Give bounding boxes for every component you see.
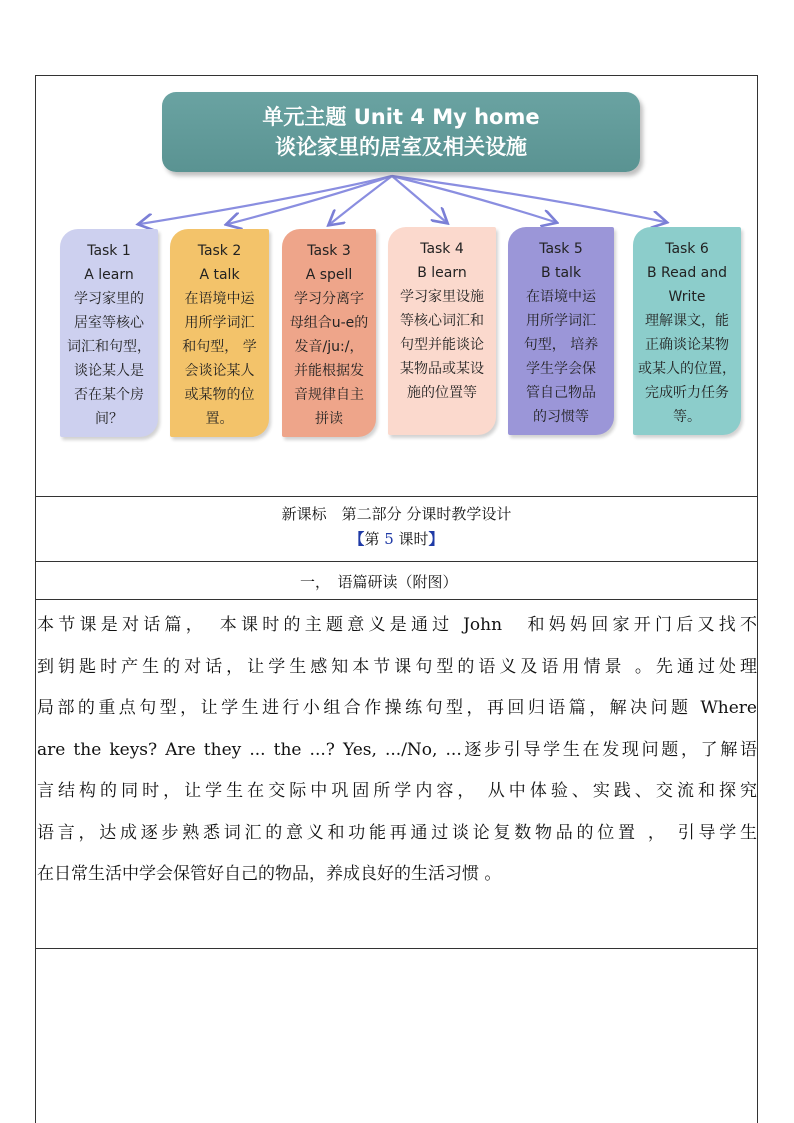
paragraph-line: 在日常生活中学会保管好自己的物品，养成良好的生活习惯 。 [37, 864, 502, 884]
bracket-open: 【 [349, 530, 365, 548]
task-text: 理解课文，能 [645, 313, 729, 329]
task-text: 施的位置等 [407, 385, 477, 401]
lesson-suffix: 课时 [393, 530, 429, 548]
task-text: 和句型， 学 [182, 339, 257, 355]
task-card-4 [388, 227, 496, 435]
banner-subtitle: 谈论家里的居室及相关设施 [275, 135, 527, 159]
reading-heading: 一， 语篇研读（附图） [300, 573, 458, 591]
task-card-1 [60, 229, 158, 437]
task-card-3 [282, 229, 376, 437]
task-text: 完成听力任务 [645, 385, 729, 401]
row-divider [35, 599, 758, 600]
task-label: Task 1 [87, 243, 131, 259]
row-divider [35, 948, 758, 949]
task-text: 谈论某人是 [74, 363, 144, 379]
task-text: 会谈论某人 [184, 363, 255, 379]
paragraph-line: 本节课是对话篇， 本课时的主题意义是通过 John 和妈妈回家开门后又找不 [37, 615, 757, 635]
paragraph-line: 到钥匙时产生的对话，让学生感知本节课句型的语义及语用情景 。先通过处理 [37, 656, 757, 677]
task-text: 的习惯等 [533, 409, 589, 425]
task-text: 用所学词汇 [184, 315, 255, 331]
task-text: 居室等核心 [74, 315, 144, 331]
task-text: 用所学词汇 [526, 313, 596, 329]
task-type: B Read and [646, 265, 728, 281]
task-text: 或某物的位 [184, 387, 255, 403]
task-text: 并能根据发 [294, 363, 364, 379]
lesson-number [35, 528, 758, 550]
row-divider [35, 496, 758, 497]
task-type: A talk [199, 267, 240, 283]
paragraph-line: 言结构的同时，让学生在交际中巩固所学内容， 从中体验、实践、交流和探究 [37, 781, 757, 801]
task-text: 等核心词汇和 [400, 313, 484, 329]
paragraph-line: 语言，达成逐步熟悉词汇的意义和功能再通过谈论复数物品的位置 ， 引导学生 [37, 822, 757, 843]
task-text: 拼读 [315, 411, 343, 427]
task-type: B talk [540, 265, 582, 281]
paragraph-line: 局部的重点句型，让学生进行小组合作操练句型，再回归语篇，解决问题 Where [37, 698, 757, 718]
task-label: Task 3 [307, 243, 351, 259]
unit-theme-banner [162, 92, 640, 172]
task-text: 学习分离字 [294, 291, 364, 307]
task-text: 学习家里的 [74, 291, 144, 307]
task-text: 在语境中运 [526, 289, 596, 305]
task-text: 母组合u-e的 [289, 315, 369, 331]
task-text: 音规律自主 [294, 387, 364, 403]
banner-title: 单元主题 Unit 4 My home [262, 105, 540, 129]
task-type: B learn [417, 265, 467, 281]
bracket-close: 】 [428, 530, 444, 548]
reading-paragraph [37, 605, 757, 896]
section-title: 新课标 第二部分 分课时教学设计 [281, 505, 512, 523]
task-text: 句型并能谈论 [400, 337, 484, 353]
task-type: A spell [305, 267, 353, 283]
task-text: 管自己物品 [526, 385, 596, 401]
task-text: 学生学会保 [526, 361, 596, 377]
task-text: 发音/ju:/， [294, 339, 364, 355]
lesson-prefix: 第 [364, 530, 385, 548]
task-text: 句型， 培养 [523, 337, 599, 353]
task-card-6 [633, 227, 741, 435]
task-type: A learn [84, 267, 134, 283]
task-label: Task 5 [539, 241, 583, 257]
row-divider [35, 561, 758, 562]
task-type: Write [668, 289, 706, 305]
task-card-5 [508, 227, 614, 435]
task-label: Task 2 [197, 243, 242, 259]
task-text: 间？ [95, 411, 123, 427]
task-label: Task 4 [420, 241, 464, 257]
task-text: 某物品或某设 [400, 361, 484, 377]
task-text: 学习家里设施 [400, 289, 484, 305]
task-text: 词汇和句型， [67, 339, 151, 355]
task-text: 或某人的位置， [638, 361, 736, 377]
task-label: Task 6 [665, 241, 709, 257]
paragraph-line: are the keys? Are they ... the ...? Yes, .../No, ...逐步引导学生在发现问题，了解语 [37, 739, 757, 760]
lesson-num: 5 [384, 530, 394, 548]
task-text: 等。 [673, 409, 701, 425]
task-text: 置。 [205, 411, 234, 427]
task-text: 正确谈论某物 [645, 337, 729, 353]
task-text: 在语境中运 [184, 291, 255, 307]
task-card-2 [170, 229, 269, 437]
task-text: 否在某个房 [74, 387, 144, 403]
